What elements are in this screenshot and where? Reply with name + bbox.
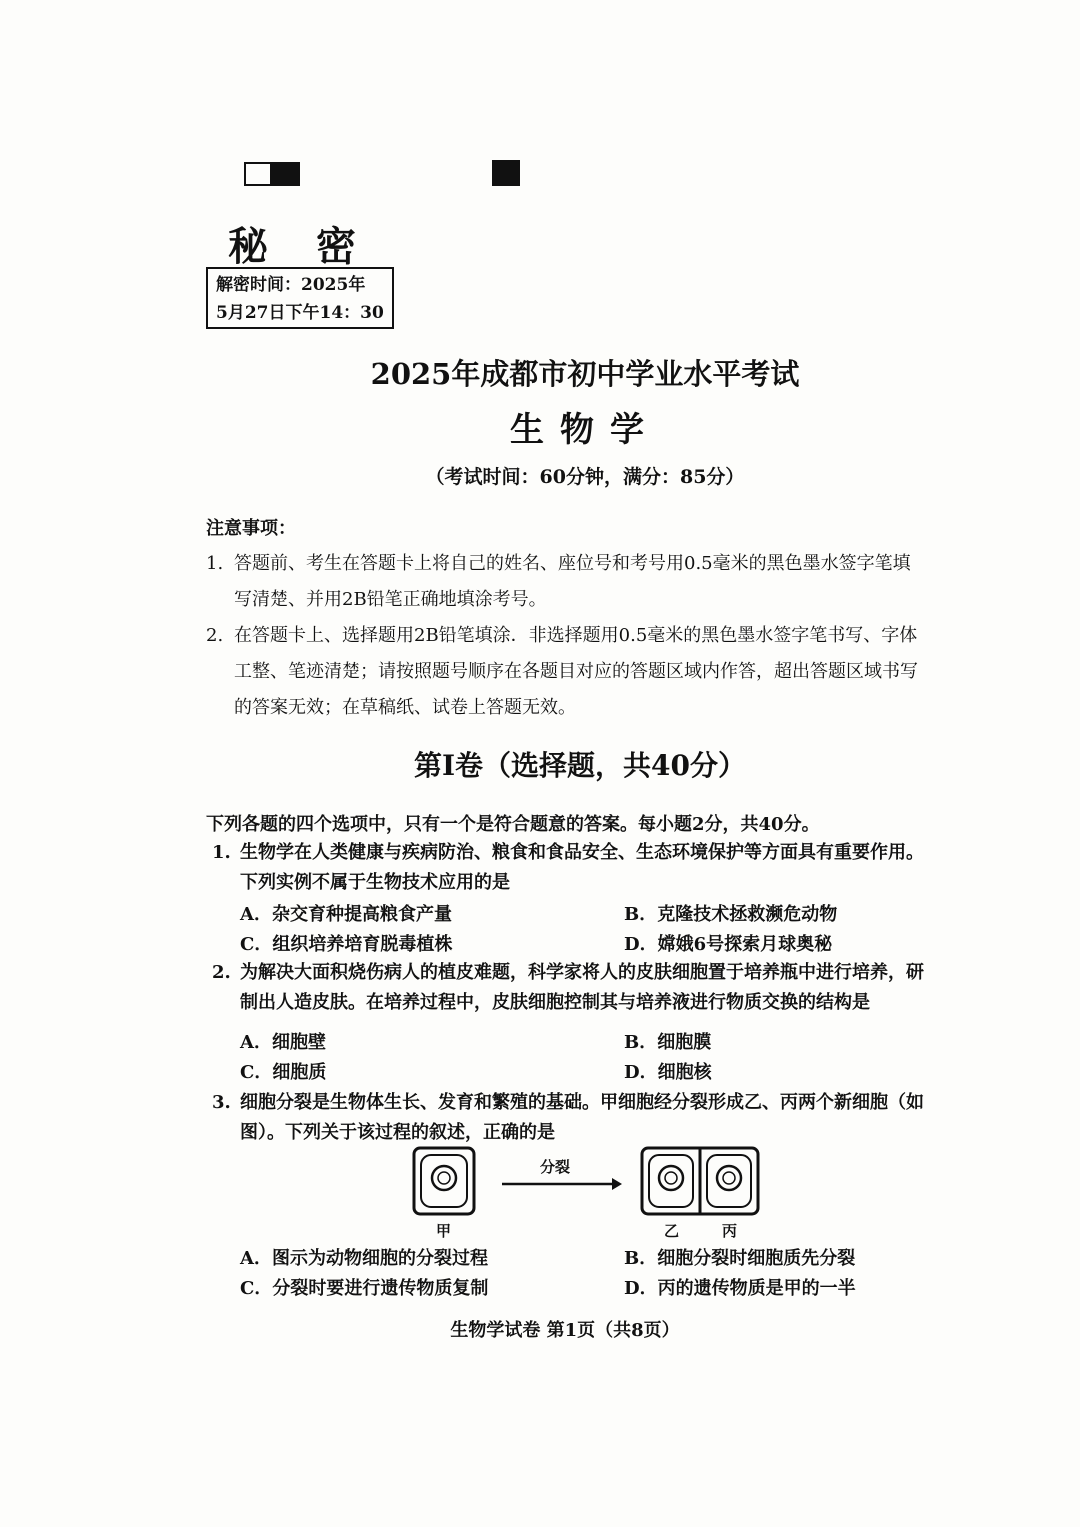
cell-label-bing: 丙 xyxy=(722,1222,738,1240)
page-footer: 生物学试卷 第1页（共8页） xyxy=(450,1320,680,1341)
exam-info: （考试时间：60分钟，满分：85分） xyxy=(425,466,745,488)
cell-label-jia: 甲 xyxy=(436,1222,452,1240)
notice-item-text: 工整、笔迹清楚；请按照题号顺序在各题目对应的答题区域内作答，超出答题区域书写 xyxy=(234,661,918,682)
notice-item-1 xyxy=(206,546,966,618)
arrow-label: 分裂 xyxy=(540,1158,571,1176)
question-3-option-a: A．图示为动物细胞的分裂过程 xyxy=(240,1248,488,1269)
question-1-option-b: B．克隆技术拯救濒危动物 xyxy=(624,904,838,925)
declassification-line-2: 5月27日下午14：30 xyxy=(216,303,384,323)
question-text: 为解决大面积烧伤病人的植皮难题，科学家将人的皮肤细胞置于培养瓶中进行培养，研 xyxy=(240,962,924,983)
division-arrow xyxy=(502,1178,622,1190)
notice-item-text: 写清楚、并用2B铅笔正确地填涂考号。 xyxy=(234,589,547,610)
question-2-option-d: D．细胞核 xyxy=(624,1062,712,1083)
question-1 xyxy=(212,838,982,898)
section-instruction: 下列各题的四个选项中，只有一个是符合题意的答案。每小题2分，共40分。 xyxy=(206,814,820,835)
declassification-time-box xyxy=(206,267,394,329)
section-title: 第Ⅰ卷（选择题，共40分） xyxy=(413,749,747,782)
question-2-option-c: C．细胞质 xyxy=(240,1062,327,1083)
notice-item-text: 答题前、考生在答题卡上将自己的姓名、座位号和考号用0.5毫米的黑色墨水签字笔填 xyxy=(234,553,911,574)
question-2 xyxy=(212,958,982,1018)
question-text: 下列实例不属于生物技术应用的是 xyxy=(240,872,510,893)
question-number: 3. xyxy=(212,1092,231,1113)
notice-item-number: 2. xyxy=(206,625,224,646)
registration-mark-left xyxy=(244,162,300,188)
notice-item-2 xyxy=(206,618,966,726)
registration-mark-open-square xyxy=(244,162,272,186)
notice-item-number: 1. xyxy=(206,553,224,574)
question-3-option-c: C．分裂时要进行遗传物质复制 xyxy=(240,1278,489,1299)
question-2-option-a: A．细胞壁 xyxy=(240,1032,326,1053)
cell-jia xyxy=(414,1148,474,1214)
question-number: 1. xyxy=(212,842,231,863)
question-3-option-d: D．丙的遗传物质是甲的一半 xyxy=(624,1278,856,1299)
subject-title: 生物学 xyxy=(510,410,660,450)
cell-label-yi: 乙 xyxy=(664,1222,680,1240)
question-text: 生物学在人类健康与疾病防治、粮食和食品安全、生态环境保护等方面具有重要作用。 xyxy=(240,842,924,863)
secret-label: 秘密 xyxy=(228,223,404,270)
question-text: 制出人造皮肤。在培养过程中，皮肤细胞控制其与培养液进行物质交换的结构是 xyxy=(240,992,870,1013)
cells-yi-bing xyxy=(642,1148,758,1214)
registration-mark-right xyxy=(492,160,520,186)
cell-division-figure xyxy=(400,1138,780,1248)
notice-heading: 注意事项： xyxy=(206,518,296,539)
declassification-line-1: 解密时间：2025年 xyxy=(216,275,366,295)
question-number: 2. xyxy=(212,962,231,983)
question-2-option-b: B．细胞膜 xyxy=(624,1032,712,1053)
question-text: 图）。下列关于该过程的叙述，正确的是 xyxy=(240,1122,555,1143)
question-1-option-c: C．组织培养培育脱毒植株 xyxy=(240,934,453,955)
question-1-option-d: D．嫦娥6号探索月球奥秘 xyxy=(624,934,833,955)
question-3-option-b: B．细胞分裂时细胞质先分裂 xyxy=(624,1248,856,1269)
exam-title: 2025年成都市初中学业水平考试 xyxy=(370,357,800,391)
question-text: 细胞分裂是生物体生长、发育和繁殖的基础。甲细胞经分裂形成乙、丙两个新细胞（如 xyxy=(240,1092,924,1113)
notice-item-text: 的答案无效；在草稿纸、试卷上答题无效。 xyxy=(234,697,576,718)
registration-mark-solid-square xyxy=(272,162,300,186)
notice-item-text: 在答题卡上、选择题用2B铅笔填涂．非选择题用0.5毫米的黑色墨水签字笔书写、字体 xyxy=(234,625,918,646)
question-1-option-a: A．杂交育种提高粮食产量 xyxy=(240,904,452,925)
